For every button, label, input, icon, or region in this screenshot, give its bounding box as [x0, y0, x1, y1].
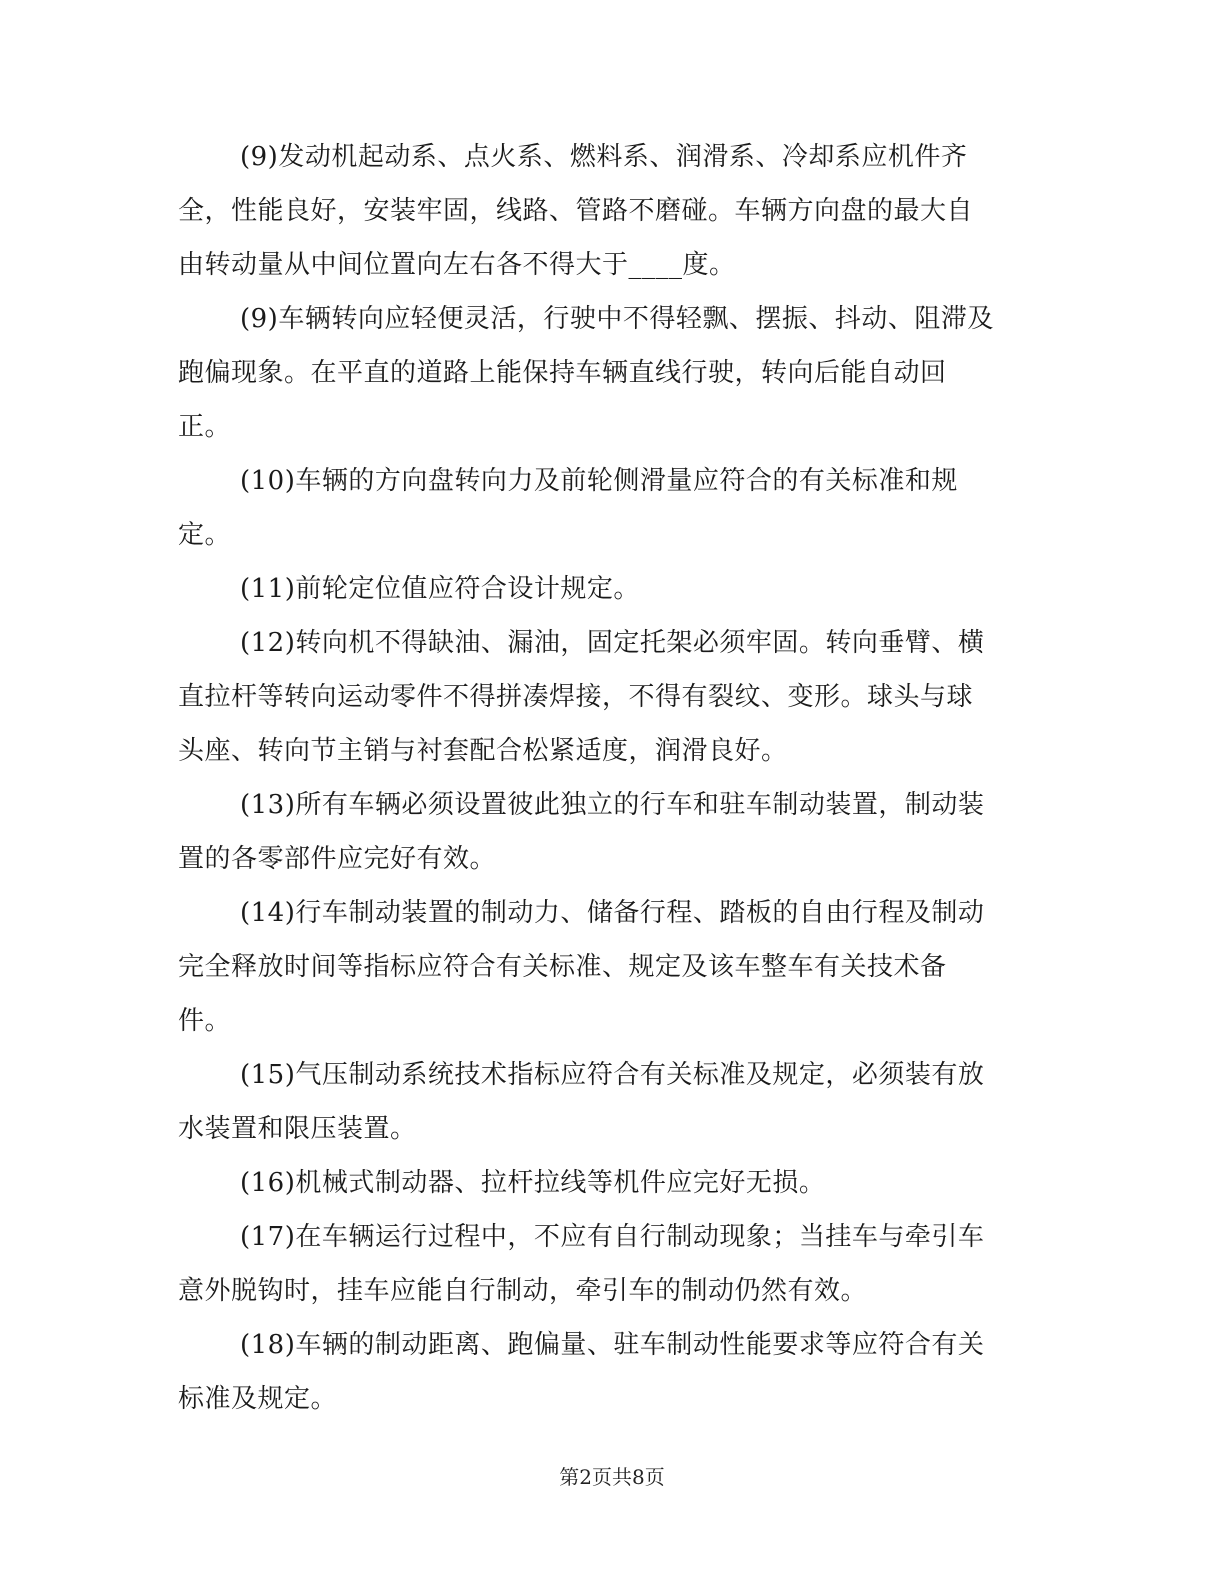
paragraph-14-line-3: 件。 — [178, 1006, 232, 1036]
paragraph-16-line-1: (16)机械式制动器、拉杆拉线等机件应完好无损。 — [240, 1168, 826, 1198]
paragraph-12-line-1: (12)转向机不得缺油、漏油，固定托架必须牢固。转向垂臂、横 — [240, 628, 985, 658]
paragraph-10-line-1: (10)车辆的方向盘转向力及前轮侧滑量应符合的有关标准和规 — [240, 466, 958, 496]
paragraph-14-line-2: 完全释放时间等指标应符合有关标准、规定及该车整车有关技术备 — [178, 952, 947, 982]
paragraph-17-line-2: 意外脱钩时，挂车应能自行制动，牵引车的制动仍然有效。 — [178, 1276, 868, 1306]
paragraph-18-line-1: (18)车辆的制动距离、跑偏量、驻车制动性能要求等应符合有关 — [240, 1330, 985, 1360]
paragraph-12-line-3: 头座、转向节主销与衬套配合松紧适度，润滑良好。 — [178, 736, 788, 766]
paragraph-15-line-2: 水装置和限压装置。 — [178, 1114, 417, 1144]
paragraph-9b-line-1: (9)车辆转向应轻便灵活，行驶中不得轻飘、摆振、抖动、阻滞及 — [240, 304, 994, 334]
paragraph-9a-line-2: 全，性能良好，安装牢固，线路、管路不磨碰。车辆方向盘的最大自 — [178, 196, 974, 226]
paragraph-18-line-2: 标准及规定。 — [178, 1384, 338, 1414]
paragraph-15-line-1: (15)气压制动系统技术指标应符合有关标准及规定，必须装有放 — [240, 1060, 985, 1090]
paragraph-14-line-1: (14)行车制动装置的制动力、储备行程、踏板的自由行程及制动 — [240, 898, 985, 928]
paragraph-9b-line-3: 正。 — [178, 412, 232, 442]
paragraph-9a-line-1: (9)发动机起动系、点火系、燃料系、润滑系、冷却系应机件齐 — [240, 142, 968, 172]
paragraph-9a-line-3: 由转动量从中间位置向左右各不得大于____度。 — [178, 250, 736, 280]
paragraph-17-line-1: (17)在车辆运行过程中，不应有自行制动现象；当挂车与牵引车 — [240, 1222, 985, 1252]
paragraph-13-line-2: 置的各零部件应完好有效。 — [178, 844, 497, 874]
paragraph-9b-line-2: 跑偏现象。在平直的道路上能保持车辆直线行驶，转向后能自动回 — [178, 358, 947, 388]
page-number-footer: 第2页共8页 — [559, 1465, 665, 1489]
paragraph-12-line-2: 直拉杆等转向运动零件不得拼凑焊接，不得有裂纹、变形。球头与球 — [178, 682, 974, 712]
paragraph-13-line-1: (13)所有车辆必须设置彼此独立的行车和驻车制动装置，制动装 — [240, 790, 985, 820]
paragraph-11-line-1: (11)前轮定位值应符合设计规定。 — [240, 574, 640, 604]
paragraph-10-line-2: 定。 — [178, 520, 232, 550]
